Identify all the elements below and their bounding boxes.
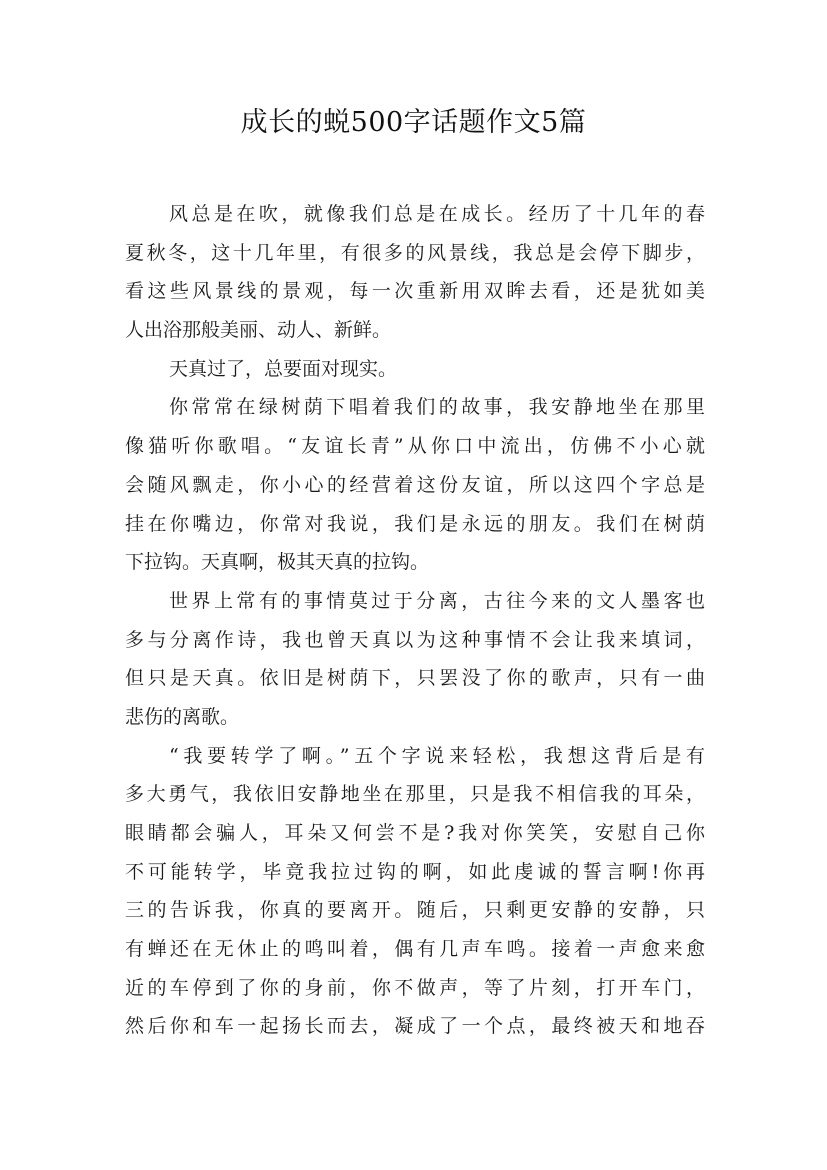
text-line: 风总是在吹，就像我们总是在成长。经历了十几年的春: [169, 203, 705, 225]
text-line: 你常常在绿树荫下唱着我们的故事，我安静地坐在那里: [169, 396, 705, 419]
text-line: 世界上常有的事情莫过于分离，古往今来的文人墨客也: [169, 589, 705, 612]
text-line: 三的告诉我，你真的要离开。随后，只剩更安静的安静，只: [125, 899, 705, 922]
text-line: 眼睛都会骗人，耳朵又何尝不是?我对你笑笑，安慰自己你: [125, 822, 705, 844]
text-line: 近的车停到了你的身前，你不做声，等了片刻，打开车门，: [125, 976, 705, 999]
text-line: 多与分离作诗，我也曾天真以为这种事情不会让我来填词，: [125, 628, 705, 651]
text-line: 会随风飘走，你小心的经营着这份友谊，所以这四个字总是: [125, 473, 705, 496]
text-line: 多大勇气，我依旧安静地坐在那里，只是我不相信我的耳朵，: [125, 783, 705, 806]
document-title: 成长的蜕500字话题作文5篇: [240, 107, 587, 138]
text-line: 不可能转学，毕竟我拉过钩的啊，如此虔诚的誓言啊!你再: [125, 860, 705, 883]
document-body: [125, 195, 705, 1046]
text-line: 有蝉还在无休止的鸣叫着，偶有几声车鸣。接着一声愈来愈: [125, 938, 705, 961]
text-line: 挂在你嘴边，你常对我说，我们是永远的朋友。我们在树荫: [125, 512, 705, 535]
text-line: 但只是天真。依旧是树荫下，只罢没了你的歌声，只有一曲: [125, 667, 705, 690]
text-line: 人出浴那般美丽、动人、新鲜。: [125, 319, 392, 342]
text-line: 然后你和车一起扬长而去，凝成了一个点，最终被天和地吞: [125, 1015, 705, 1038]
text-line: 下拉钩。天真啊，极其天真的拉钩。: [125, 551, 430, 574]
text-line: 像猫听你歌唱。“友谊长青”从你口中流出，仿佛不小心就: [125, 435, 705, 458]
text-line: 天真过了，总要面对现实。: [169, 357, 398, 380]
text-line: 悲伤的离歌。: [125, 705, 240, 728]
text-line: 夏秋冬，这十几年里，有很多的风景线，我总是会停下脚步，: [125, 241, 705, 264]
text-line: “我要转学了啊。”五个字说来轻松，我想这背后是有: [169, 744, 705, 767]
text-line: 看这些风景线的景观，每一次重新用双眸去看，还是犹如美: [125, 280, 705, 303]
